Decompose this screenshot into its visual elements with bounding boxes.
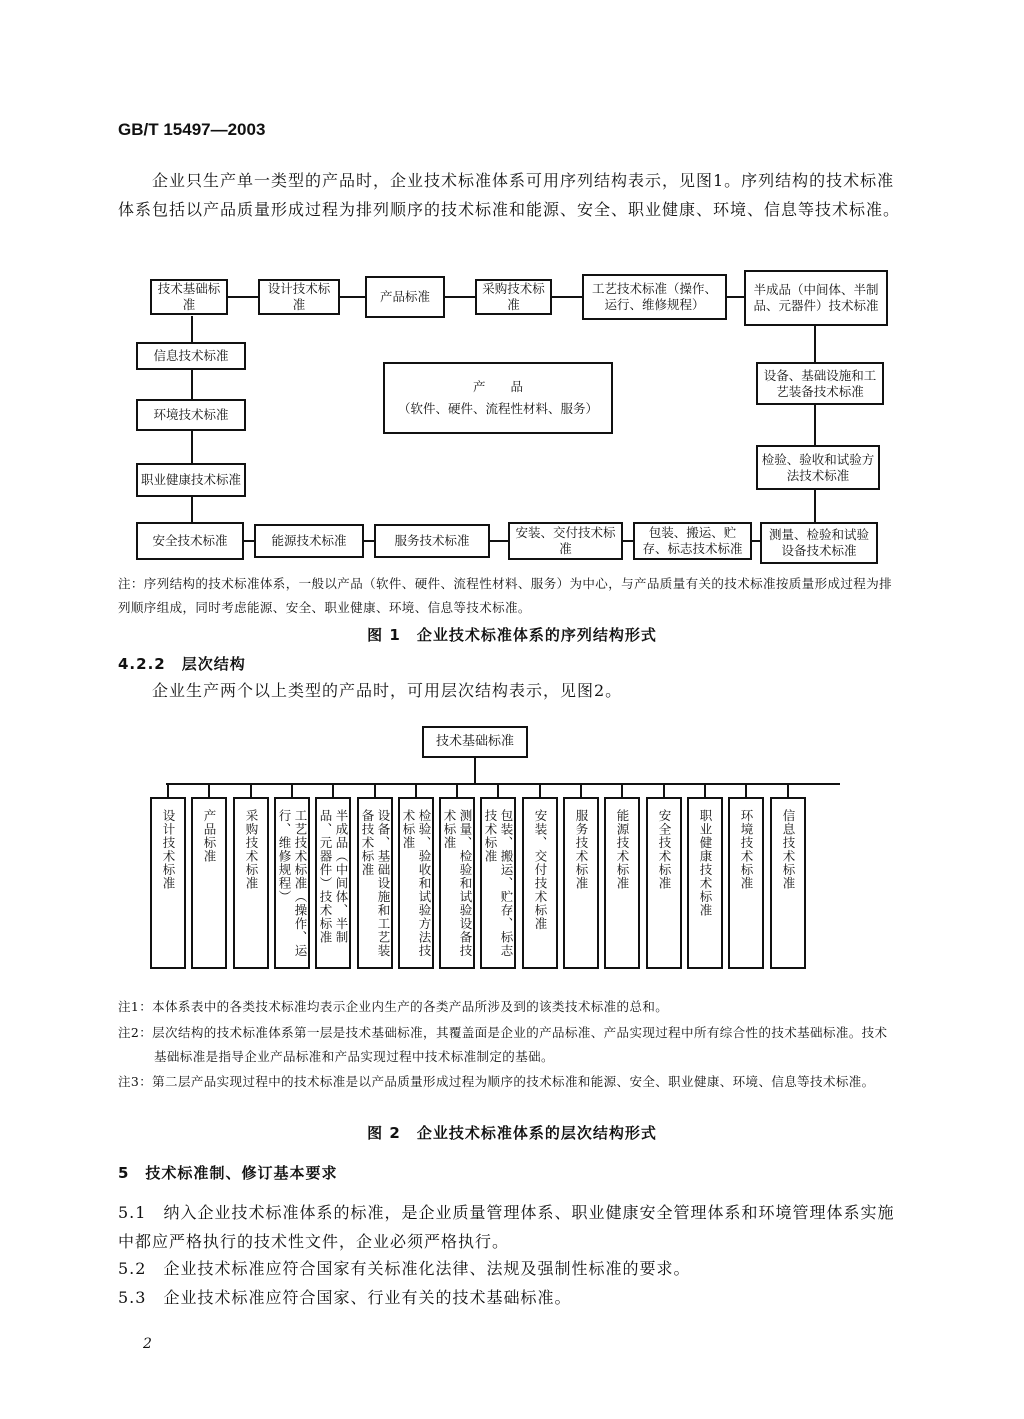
fig2-child-label: 环境技术标准 [739,809,754,890]
fig2-child-label: 设计技术标准 [161,809,176,890]
fig2-child-box-4 [274,797,310,969]
intro-paragraph: 企业只生产单一类型的产品时，企业技术标准体系可用序列结构表示，见图1。序列结构的技术标准体系包括以产品质量形成过程为排列顺序的技术标准和能源、安全、职业健康、环境、信息等技术标准。 [118,171,901,219]
fig2-child-label: 半成品（中间体、半制品、元器件）技术标准 [318,809,349,944]
fig1-product-title: 产 品 [472,379,523,394]
standard-code: GB/T 15497—2003 [118,120,266,139]
fig2-child-box-13 [646,797,682,969]
fig2-child-box-12 [604,797,640,969]
page-number: 2 [143,1336,152,1352]
fig2-child-label: 包装、搬运、贮存、标志技术标准 [483,809,514,958]
fig2-child-box-3 [233,797,269,969]
fig2-child-label: 服务技术标准 [574,809,589,890]
fig2-child-label: 检验、验收和试验方法技术标准 [401,809,432,958]
fig2-child-box-2 [191,797,227,969]
figure1-note: 注：序列结构的技术标准体系，一般以产品（软件、硬件、流程性材料、服务）为中心，与产品质量有关的技术标准按质量形成过程为排列顺序组成，同时考虑能源、安全、职业健康、环境、信息等技术标准。 [118,576,893,615]
fig2-child-label: 信息技术标准 [781,809,796,890]
fig2-child-box-1 [150,797,186,969]
fig2-child-label: 设备、基础设施和工艺装备技术标准 [360,809,391,958]
fig1-box-left-2: 环境技术标准 [136,399,246,431]
fig1-box-top-6: 半成品（中间体、半制品、元器件）技术标准 [744,270,888,326]
section-5-heading: 5 技术标准制、修订基本要求 [118,1164,338,1182]
fig2-child-box-8 [439,797,475,969]
fig1-box-bottom-6: 测量、检验和试验设备技术标准 [760,522,878,564]
fig1-box-top-3: 产品标准 [365,276,445,318]
fig1-box-right-1: 设备、基础设施和工艺装备技术标准 [756,362,884,405]
section-5-3: 5.3 企业技术标准应符合国家、行业有关的技术基础标准。 [118,1288,572,1307]
fig2-child-box-10 [522,797,558,969]
fig2-child-box-7 [398,797,434,969]
fig2-child-box-15 [728,797,764,969]
figure1-caption: 图 1 企业技术标准体系的序列结构形式 [367,626,657,644]
fig2-child-label: 职业健康技术标准 [698,809,713,917]
figure2-note-2: 注2：层次结构的技术标准体系第一层是技术基础标准，其覆盖面是企业的产品标准、产品实现过程中所有综合性的技术基础标准。技术基础标准是指导企业产品标准和产品实现过程中技术标准制定的基础。 [118,1025,888,1064]
fig1-box-right-2: 检验、验收和试验方法技术标准 [756,445,880,490]
fig2-child-label: 安全技术标准 [657,809,672,890]
fig2-child-label: 测量、检验和试验设备技术标准 [442,809,473,958]
fig2-child-box-16 [770,797,806,969]
section-5-1: 5.1 纳入企业技术标准体系的标准，是企业质量管理体系、职业健康安全管理体系和环境管理体系实施中都应严格执行的技术性文件，企业必须严格执行。 [118,1203,895,1251]
fig2-child-box-14 [687,797,723,969]
fig2-child-box-6 [357,797,393,969]
fig2-child-label: 安装、交付技术标准 [533,809,548,931]
fig1-box-top-5: 工艺技术标准（操作、运行、维修规程） [582,274,727,320]
fig1-box-left-1: 信息技术标准 [136,342,246,370]
fig1-box-top-2: 设计技术标准 [258,279,340,315]
fig1-box-top-1: 技术基础标准 [150,279,228,315]
fig2-child-label: 采购技术标准 [244,809,259,890]
fig1-box-bottom-3: 服务技术标准 [374,524,490,558]
fig2-child-label: 产品标准 [202,809,217,863]
fig2-child-label: 能源技术标准 [615,809,630,890]
fig1-box-bottom-4: 安装、交付技术标准 [508,522,623,560]
figure2-note-3: 注3：第二层产品实现过程中的技术标准是以产品质量形成过程为顺序的技术标准和能源、安全、职业健康、环境、信息等技术标准。 [118,1074,875,1089]
fig2-child-box-9 [480,797,516,969]
figure2-note-1: 注1：本体系表中的各类技术标准均表示企业内生产的各类产品所涉及到的该类技术标准的总和。 [118,999,669,1014]
fig1-product-subtitle: （软件、硬件、流程性材料、服务） [397,401,598,416]
section-4-2-2-heading: 4.2.2 层次结构 [118,655,246,673]
section-4-2-2-text: 企业生产两个以上类型的产品时，可用层次结构表示，见图2。 [152,681,623,700]
fig1-box-top-4: 采购技术标准 [475,279,552,315]
fig2-child-label: 工艺技术标准（操作、运行、维修规程） [277,809,308,958]
fig1-box-left-3: 职业健康技术标准 [136,463,246,497]
fig2-child-box-11 [563,797,599,969]
fig1-box-bottom-1: 安全技术标准 [136,522,244,560]
figure2-caption: 图 2 企业技术标准体系的层次结构形式 [367,1124,657,1142]
fig2-child-box-5 [315,797,351,969]
fig1-box-bottom-2: 能源技术标准 [254,524,364,558]
fig1-box-bottom-5: 包装、搬运、贮存、标志技术标准 [633,522,752,560]
fig2-root-box: 技术基础标准 [422,726,528,758]
section-5-2: 5.2 企业技术标准应符合国家有关标准化法律、法规及强制性标准的要求。 [118,1259,691,1278]
